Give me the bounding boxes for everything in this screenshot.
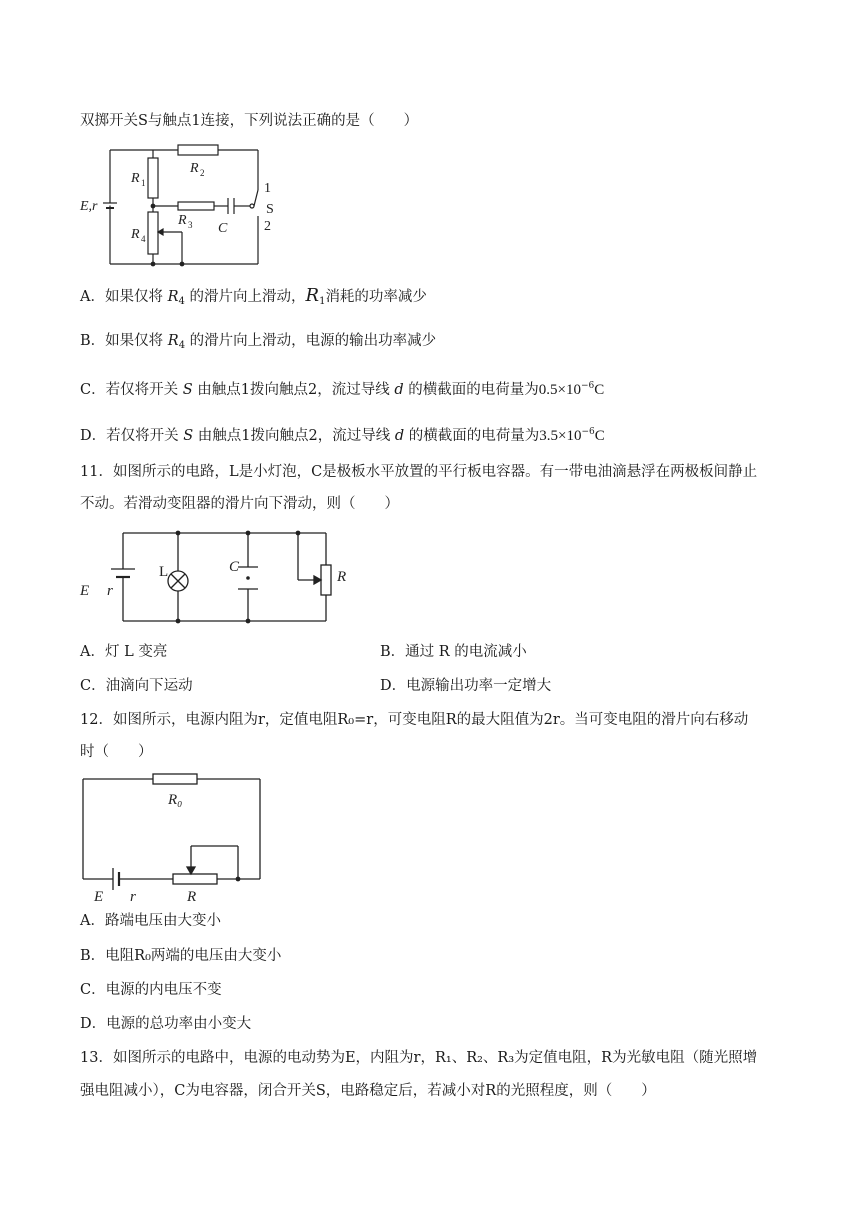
svg-text:R₀: R₀ [168, 792, 183, 808]
svg-text:3: 3 [188, 220, 193, 230]
q10-option-d: D．若仅将开关 S 由触点1拨向触点2，流过导线 d 的横截面的电荷量为$3.5\times 10^{-6}C$ [80, 427, 605, 444]
svg-text:R: R [190, 161, 199, 176]
svg-text:1: 1 [264, 181, 271, 196]
q12-option-a: A．路端电压由大变小 [80, 913, 221, 929]
svg-text:r: r [107, 583, 113, 599]
q11-option-c: C．油滴向下运动 [80, 678, 193, 694]
svg-text:R: R [337, 569, 347, 585]
svg-text:1: 1 [141, 178, 146, 188]
svg-text:E: E [94, 889, 104, 904]
q10-stem: 双掷开关S与触点1连接，下列说法正确的是（ ） [80, 113, 419, 129]
q12-option-d: D．电源的总功率由小变大 [80, 1016, 252, 1032]
q10-option-b: B．如果仅将 $R_4$ 的滑片向上滑动，电源的输出功率减少 [80, 333, 437, 351]
q11-stem-line1: 11．如图所示的电路，L是小灯泡，C是极板水平放置的平行板电容器。有一带电油滴悬浮在两极板间静止 [80, 464, 758, 480]
svg-text:r: r [130, 889, 136, 904]
svg-text:2: 2 [200, 168, 205, 178]
q11-circuit-diagram [78, 525, 358, 630]
q10-option-c: C．若仅将开关 S 由触点1拨向触点2，流过导线 d 的横截面的电荷量为$0.5\times 10^{-6}C$ [80, 381, 605, 398]
svg-text:S: S [266, 202, 274, 217]
svg-text:E: E [80, 583, 90, 599]
svg-text:R: R [131, 171, 140, 186]
q11-option-d: D．电源输出功率一定增大 [380, 678, 552, 694]
q11-stem-line2: 不动。若滑动变阻器的滑片向下滑动，则（ ） [80, 496, 399, 512]
q12-option-b: B．电阻R₀两端的电压由大变小 [80, 948, 282, 964]
svg-text:R: R [178, 213, 187, 228]
svg-text:L: L [159, 564, 169, 580]
q10-option-a: A．如果仅将 $R_4$ 的滑片向上滑动，$R_1$消耗的功率减少 [80, 285, 427, 307]
q13-stem-line1: 13．如图所示的电路中，电源的电动势为E，内阻为r，R₁、R₂、R₃为定值电阻，R为光敏电阻（随光照增 [80, 1050, 758, 1066]
q10-circuit-diagram [78, 140, 278, 270]
q11-option-b: B．通过 R 的电流减小 [380, 644, 527, 660]
q12-stem-line2: 时（ ） [80, 744, 153, 760]
svg-text:C: C [229, 559, 240, 575]
svg-text:2: 2 [264, 219, 271, 234]
q12-circuit-diagram [78, 768, 268, 904]
svg-text:R: R [131, 227, 140, 242]
q12-option-c: C．电源的内电压不变 [80, 982, 222, 998]
q13-stem-line2: 强电阻减小），C为电容器，闭合开关S，电路稳定后，若减小对R的光照程度，则（ ） [80, 1083, 656, 1099]
q12-stem-line1: 12．如图所示，电源内阻为r，定值电阻R₀=r，可变电阻R的最大阻值为2r。当可变电阻的滑片向右移动 [80, 712, 749, 728]
svg-text:R: R [187, 889, 197, 904]
svg-text:C: C [218, 221, 228, 236]
svg-text:4: 4 [141, 234, 146, 244]
q10-fig-label-er: E,r [80, 199, 98, 214]
q11-option-a: A．灯 L 变亮 [80, 644, 168, 660]
